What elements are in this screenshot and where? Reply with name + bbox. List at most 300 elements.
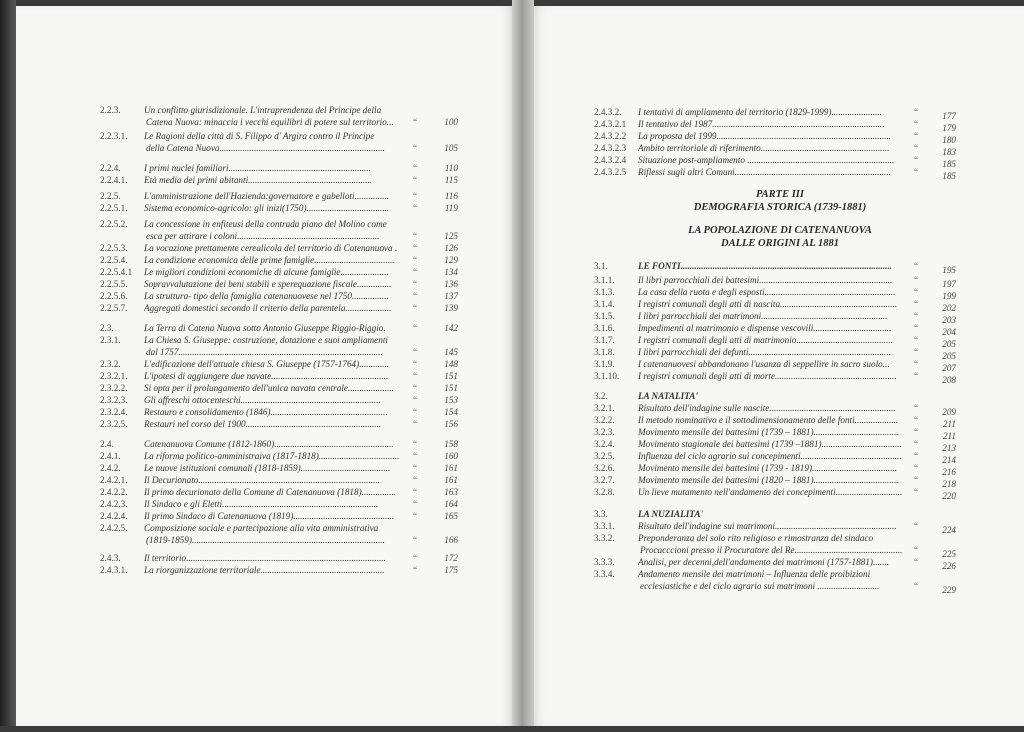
ditto-mark: “ (413, 143, 418, 153)
toc-page-number: 207 (942, 363, 956, 373)
ditto-mark: “ (413, 475, 418, 485)
toc-entry-number: 3.2.7. (594, 475, 615, 485)
toc-entry-number: 3.3.1. (594, 521, 615, 531)
toc-entry (16, 450, 516, 462)
toc-entry-number: 3.1.6. (594, 323, 615, 333)
toc-page-number: 100 (444, 117, 458, 127)
toc-page-number: 115 (444, 175, 458, 185)
toc-entry-title: Movimento mensile dei battesimi (1820 – 1881)..................................... (638, 475, 899, 485)
toc-entry (16, 190, 516, 202)
toc-page-number: 160 (444, 451, 458, 461)
toc-page-number: 136 (444, 279, 458, 289)
toc-page-number: 105 (444, 143, 458, 153)
ditto-mark: “ (914, 107, 919, 117)
toc-page-number: 163 (444, 487, 458, 497)
toc-entry (530, 334, 1024, 349)
toc-page-number: 156 (444, 419, 458, 429)
toc-entry-title: Sopravvalutazione dei beni stabili e sperequazione fiscale............... (144, 279, 392, 289)
toc-entry-number: 3.1.8. (594, 347, 615, 357)
ditto-mark: “ (914, 371, 919, 381)
ditto-mark: “ (914, 487, 919, 497)
toc-page-number: 145 (444, 347, 458, 357)
toc-entry-title: Andamento mensile dei matrimoni – Influenza delle proibizioni (638, 569, 871, 579)
toc-page-number: 154 (444, 407, 458, 417)
toc-entry-title: Riflessi sugli altri Comuni.................................................................... (638, 167, 891, 177)
toc-entry-number: 2.4.2. (100, 463, 121, 473)
toc-page-number: 153 (444, 395, 458, 405)
toc-entry-number: 2.4.3. (100, 553, 121, 563)
ditto-mark: “ (413, 323, 418, 333)
toc-entry (16, 510, 516, 522)
toc-entry-title: I libri parrocchiali dei matrimoni....................................................... (638, 311, 888, 321)
toc-entry-title: Movimento mensile dei battesimi (1739 - 1819)..................................... (638, 463, 897, 473)
toc-page-number: 209 (942, 407, 956, 417)
toc-page-number: 126 (444, 243, 458, 253)
toc-entry-title: Il Sindaco e gli Eletti.................................................................... (144, 499, 379, 509)
toc-entry-title: I tentativi di ampliamento del territorio (1829-1999)...................... (638, 107, 882, 117)
toc-entry-title: L'ipotesi di aggiungere due navate................................................... (144, 371, 389, 381)
toc-entry (530, 298, 1024, 313)
book-gutter (512, 0, 534, 732)
toc-entry-number: 3.3.4. (594, 569, 615, 579)
toc-entry-number: 3.3.3. (594, 557, 615, 567)
toc-entry-title: La concessione in enfiteusi della contrada piano del Molino come (144, 219, 387, 229)
toc-entry-number: 2.3.2.2. (100, 383, 128, 393)
toc-entry-title: I libri parrocchiali dei defunti.............................................................. (638, 347, 891, 357)
toc-entry (16, 130, 516, 154)
toc-page-number: 229 (942, 585, 956, 595)
toc-entry (16, 358, 516, 370)
toc-entry-title: LA NUZIALITA' (638, 509, 704, 519)
section-heading: LA POPOLAZIONE DI CATENANUOVA (688, 225, 872, 236)
toc-entry (16, 266, 516, 278)
ditto-mark: “ (413, 267, 418, 277)
ditto-mark: “ (413, 535, 418, 545)
toc-entry (530, 390, 1024, 402)
toc-entry (16, 522, 516, 546)
toc-entry (530, 462, 1024, 477)
toc-page-number: 211 (942, 431, 956, 441)
toc-entry-title: Composizione sociale e partecipazione alla vita amministrativa (144, 523, 379, 533)
toc-entry-title: Procacccioni presso il Procuratore del Re............................................... (640, 545, 903, 555)
toc-entry (530, 450, 1024, 465)
toc-entry (530, 370, 1024, 385)
toc-page-number: 185 (942, 159, 956, 169)
toc-entry-number: 3.2.3. (594, 427, 615, 437)
toc-entry-title: Influenza del ciclo agrario sui concepimenti............................................ (638, 451, 902, 461)
toc-entry-number: 2.3. (100, 323, 114, 333)
toc-page-number: 180 (942, 135, 956, 145)
toc-entry-number: 3.1.4. (594, 299, 615, 309)
toc-page-number: 220 (942, 491, 956, 501)
ditto-mark: “ (413, 243, 418, 253)
ditto-mark: “ (413, 407, 418, 417)
toc-page-number: 195 (942, 265, 956, 275)
toc-page-number: 161 (444, 463, 458, 473)
toc-entry-number: 2.4.3.2.1 (594, 119, 627, 129)
toc-entry-title: Analisi, per decenni,dell'andamento dei matrimoni (1757-1881)....... (638, 557, 890, 567)
ditto-mark: “ (413, 203, 418, 213)
left-page (16, 6, 516, 726)
ditto-mark: “ (914, 581, 919, 591)
ditto-mark: “ (914, 439, 919, 449)
toc-entry-number: 3.1.7. (594, 335, 615, 345)
ditto-mark: “ (914, 167, 919, 177)
toc-entry (530, 556, 1024, 571)
toc-entry (16, 290, 516, 302)
ditto-mark: “ (914, 335, 919, 345)
toc-entry-number: 2.3.2.1. (100, 371, 128, 381)
toc-entry (16, 462, 516, 474)
toc-entry-number: 3.2.2. (594, 415, 615, 425)
toc-entry (16, 486, 516, 498)
toc-entry-title: L'amministrazione dell'Hazienda:governatore e gabelloti............... (144, 191, 389, 201)
ditto-mark: “ (914, 557, 919, 567)
toc-entry-number: 2.2.5.3. (100, 243, 128, 253)
toc-entry-number: 3.1. (594, 261, 608, 271)
toc-entry-title: I registri comunali degli atti di matrimonio.......................................... (638, 335, 893, 345)
toc-entry-number: 2.4.3.2.2 (594, 131, 627, 141)
toc-entry-title: I catenanuovesi abbandonano l'usanza di seppellire in sacro suolo... (638, 359, 890, 369)
toc-entry (16, 302, 516, 314)
toc-entry (16, 406, 516, 418)
ditto-mark: “ (413, 347, 418, 357)
toc-entry (530, 474, 1024, 489)
ditto-mark: “ (413, 191, 418, 201)
toc-entry (530, 154, 1024, 169)
toc-entry-number: 3.1.10. (594, 371, 620, 381)
toc-entry-number: 2.2.5.4.1 (100, 267, 133, 277)
ditto-mark: “ (914, 427, 919, 437)
toc-entry-number: 3.2.4. (594, 439, 615, 449)
ditto-mark: “ (413, 439, 418, 449)
ditto-mark: “ (413, 371, 418, 381)
toc-page-number: 116 (444, 191, 458, 201)
toc-entry (16, 278, 516, 290)
toc-entry-title: Aggregati domestici secondo il criterio della parentela.................... (144, 303, 392, 313)
toc-entry-title: Il tentativo del 1987........................................................................... (638, 119, 885, 129)
toc-entry-title: Ambito territoriale di riferimento........................................................ (638, 143, 890, 153)
toc-entry-number: 2.4.2.5. (100, 523, 128, 533)
toc-entry-title: La condizione economica delle prime famiglie................................... (144, 255, 395, 265)
toc-entry (530, 118, 1024, 133)
toc-entry (530, 130, 1024, 145)
toc-entry (16, 438, 516, 450)
bottom-edge (0, 726, 1024, 732)
toc-entry-title: (1819-1859).................................................................................... (146, 535, 385, 545)
ditto-mark: “ (413, 419, 418, 429)
toc-page-number: 166 (444, 535, 458, 545)
toc-entry-number: 2.4. (100, 439, 114, 449)
ditto-mark: “ (413, 553, 418, 563)
toc-entry-title: Le nuove istituzioni comunali (1818-1859)....................................... (144, 463, 391, 473)
toc-entry (530, 260, 1024, 275)
toc-page-number: 129 (444, 255, 458, 265)
toc-entry-title: Il primo decurionato della Comune di Catenanuova (1818)............... (144, 487, 397, 497)
toc-entry (16, 218, 516, 242)
toc-entry-title: I registri comunali degli atti di morte..................................................... (638, 371, 897, 381)
toc-page-number: 175 (444, 565, 458, 575)
toc-page-number: 177 (942, 111, 956, 121)
toc-entry-title: Restauri nel corso del 1900........................................................... (144, 419, 382, 429)
toc-entry-number: 2.4.3.2. (594, 107, 622, 117)
toc-page-number: 224 (942, 525, 956, 535)
toc-page-number: 205 (942, 339, 956, 349)
toc-page-number: 203 (942, 315, 956, 325)
toc-entry-number: 3.1.9. (594, 359, 615, 369)
ditto-mark: “ (914, 403, 919, 413)
toc-entry-number: 2.3.2. (100, 359, 121, 369)
toc-entry-title: Movimento mensile dei battesimi (1739 – 1881)..................................... (638, 427, 899, 437)
ditto-mark: “ (914, 261, 919, 271)
toc-entry-number: 2.3.2.3. (100, 395, 128, 405)
toc-entry (16, 564, 516, 576)
toc-entry-title: LE FONTI............................................................................................ (638, 261, 892, 271)
toc-page-number: 151 (444, 371, 458, 381)
toc-entry (530, 438, 1024, 453)
toc-entry-number: 3.2.8. (594, 487, 615, 497)
toc-entry (16, 370, 516, 382)
ditto-mark: “ (914, 521, 919, 531)
toc-entry-number: 3.3.2. (594, 533, 615, 543)
toc-page-number: 148 (444, 359, 458, 369)
toc-entry-title: Le Ragioni della città di S. Filippo d' Argira contro il Principe (144, 131, 375, 141)
ditto-mark: “ (914, 415, 919, 425)
toc-entry-title: Preponderanza del solo rito religioso e rimostranza del sindaco (638, 533, 874, 543)
ditto-mark: “ (914, 545, 919, 555)
toc-entry-number: 2.3.2.4. (100, 407, 128, 417)
toc-entry-title: La proposta del 1999............................................................................ (638, 131, 892, 141)
toc-entry-number: 2.2.5.6. (100, 291, 128, 301)
toc-entry (16, 552, 516, 564)
ditto-mark: “ (914, 451, 919, 461)
toc-entry-title: Il territorio....................................................................................... (144, 553, 386, 563)
toc-entry-number: 2.3.2.5. (100, 419, 128, 429)
toc-entry-title: La riforma politico-amministraiva (1817-1818)................................... (144, 451, 400, 461)
toc-entry-title: Un conflitto giurisdizionale. L'intraprendenza del Principe della (144, 105, 382, 115)
toc-entry-number: 2.2.5.4. (100, 255, 128, 265)
toc-entry-title: Restauro e consolidamento (1846)................................................... (144, 407, 388, 417)
toc-entry-title: La casa della ruota e degli esposti......................................................... (638, 287, 896, 297)
toc-entry-title: I primi nuclei familiari.............................................................. (144, 163, 371, 173)
ditto-mark: “ (914, 275, 919, 285)
toc-entry-title: Il metodo nominativo e il sottodimensionamento delle fonti................... (638, 415, 899, 425)
toc-entry-number: 3.1.3. (594, 287, 615, 297)
toc-entry-title: Gli affreschi ottocenteschi............................................................. (144, 395, 381, 405)
ditto-mark: “ (413, 565, 418, 575)
ditto-mark: “ (413, 291, 418, 301)
toc-page-number: 119 (444, 203, 458, 213)
toc-page-number: 183 (942, 147, 956, 157)
toc-entry (16, 394, 516, 406)
toc-entry-number: 2.4.3.2.4 (594, 155, 627, 165)
toc-entry-title: Si opta per il prolungamento dell'unica navata centrale.................... (144, 383, 394, 393)
toc-page-number: 165 (444, 511, 458, 521)
toc-page-number: 199 (942, 291, 956, 301)
toc-entry-number: 2.4.2.1. (100, 475, 128, 485)
toc-entry-number: 2.4.1. (100, 451, 121, 461)
toc-page-number: 208 (942, 375, 956, 385)
toc-page-number: 172 (444, 553, 458, 563)
toc-entry-number: 2.2.5.5. (100, 279, 128, 289)
toc-entry-title: Il Decurionato............................................................................... (144, 475, 380, 485)
toc-page-number: 110 (444, 163, 458, 173)
toc-entry-number: 2.2.4.1. (100, 175, 128, 185)
toc-entry (530, 274, 1024, 289)
ditto-mark: “ (413, 511, 418, 521)
toc-page-number: 202 (942, 303, 956, 313)
toc-entry-title: Il libri parrocchiali dei battesimi.......................................................... (638, 275, 893, 285)
toc-entry-number: 2.2.4. (100, 163, 121, 173)
toc-page-number: 226 (942, 561, 956, 571)
toc-entry-number: 2.4.2.2. (100, 487, 128, 497)
toc-page-number: 164 (444, 499, 458, 509)
toc-entry-title: Movimento stagionale dei battesimi (1739 –1881)................................... (638, 439, 902, 449)
ditto-mark: “ (914, 323, 919, 333)
toc-entry (530, 166, 1024, 181)
toc-entry-title: esca per attirare i coloni.............................................................. (146, 231, 380, 241)
ditto-mark: “ (413, 487, 418, 497)
toc-entry-title: della Catena Nuova........................................................................ (146, 143, 385, 153)
toc-entry (530, 402, 1024, 417)
toc-entry-number: 2.2.5.7. (100, 303, 128, 313)
ditto-mark: “ (413, 231, 418, 241)
toc-page-number: 213 (942, 443, 956, 453)
toc-entry (530, 520, 1024, 535)
toc-entry-title: Catena Nuova: minaccia i vecchi equilibri di potere sul territorio... (146, 117, 394, 127)
toc-page-number: 185 (942, 171, 956, 181)
toc-entry-title: La riorganizzazione territoriale...................................................... (144, 565, 385, 575)
ditto-mark: “ (914, 311, 919, 321)
toc-entry-number: 2.4.2.4. (100, 511, 128, 521)
toc-entry (530, 142, 1024, 157)
part-heading: PARTE III (756, 189, 804, 200)
toc-entry-title: Catenanuova Comune (1812-1860).................................................... (144, 439, 394, 449)
toc-entry (530, 508, 1024, 520)
toc-page-number: 211 (942, 419, 956, 429)
ditto-mark: “ (914, 287, 919, 297)
toc-page-number: 214 (942, 455, 956, 465)
toc-page-number: 204 (942, 327, 956, 337)
toc-entry (530, 346, 1024, 361)
toc-entry (530, 568, 1024, 595)
ditto-mark: “ (413, 499, 418, 509)
toc-entry-title: La Chiesa S. Giuseppe: costruzione, dotazione e suoi ampliamenti (144, 335, 388, 345)
toc-entry-number: 2.2.5. (100, 191, 121, 201)
ditto-mark: “ (914, 475, 919, 485)
toc-page-number: 225 (942, 549, 956, 559)
toc-entry-title: La Terra di Catena Nuova sotto Antonio Giuseppe Riggio-Riggio. (144, 323, 386, 333)
toc-page-number: 158 (444, 439, 458, 449)
toc-page-number: 134 (444, 267, 458, 277)
right-page (530, 6, 1024, 726)
ditto-mark: “ (413, 395, 418, 405)
toc-page-number: 137 (444, 291, 458, 301)
ditto-mark: “ (914, 463, 919, 473)
toc-entry-title: Il primo Sindaco di Catenanuova (1819)............................................ (144, 511, 395, 521)
toc-entry-title: Risultato dell'indagine sui matrimoni..................................................... (638, 521, 897, 531)
toc-entry (16, 498, 516, 510)
toc-entry (16, 162, 516, 174)
toc-page-number: 205 (942, 351, 956, 361)
toc-page-number: 179 (942, 123, 956, 133)
toc-entry (16, 474, 516, 486)
ditto-mark: “ (413, 255, 418, 265)
toc-entry-title: Le migliori condizioni economiche di alcune famiglie..................... (144, 267, 389, 277)
toc-entry (16, 104, 516, 128)
ditto-mark: “ (914, 359, 919, 369)
toc-entry (530, 106, 1024, 121)
toc-page-number: 161 (444, 475, 458, 485)
ditto-mark: “ (413, 383, 418, 393)
toc-entry-title: Impedimenti al matrimonio e dispense vescovili.................................. (638, 323, 892, 333)
toc-entry-number: 2.2.3. (100, 105, 121, 115)
ditto-mark: “ (914, 347, 919, 357)
ditto-mark: “ (413, 117, 418, 127)
toc-entry-title: Un lieve mutamento nell'andamento dei concepimenti............................. (638, 487, 903, 497)
toc-entry-number: 2.4.2.3. (100, 499, 128, 509)
ditto-mark: “ (413, 463, 418, 473)
toc-entry (16, 382, 516, 394)
toc-entry-number: 2.2.5.1. (100, 203, 128, 213)
toc-page-number: 218 (942, 479, 956, 489)
toc-entry (530, 426, 1024, 441)
ditto-mark: “ (413, 279, 418, 289)
toc-page-number: 197 (942, 279, 956, 289)
toc-entry-title: L'edificazione dell'attuale chiesa S. Giuseppe (1757-1764)............. (144, 359, 390, 369)
toc-entry-number: 2.4.3.2.5 (594, 167, 627, 177)
toc-entry (530, 486, 1024, 501)
section-heading: DALLE ORIGINI AL 1881 (721, 238, 839, 249)
toc-entry-title: Sistema economico-agricolo: gli inizi(1750).................................... (144, 203, 390, 213)
toc-entry (530, 358, 1024, 373)
toc-entry-title: dal 1757......................................................................................... (146, 347, 383, 357)
toc-entry-number: 2.4.3.1. (100, 565, 128, 575)
toc-entry-number: 2.2.5.2. (100, 219, 128, 229)
toc-entry-title: Risultato dell'indagine sulle nascite....................................................... (638, 403, 896, 413)
toc-entry-title: Situazione post-ampliamento ................................................................ (638, 155, 895, 165)
toc-page-number: 151 (444, 383, 458, 393)
toc-entry (530, 286, 1024, 301)
toc-page-number: 125 (444, 231, 458, 241)
toc-entry (16, 242, 516, 254)
ditto-mark: “ (914, 131, 919, 141)
ditto-mark: “ (413, 163, 418, 173)
toc-entry-title: La struttura- tipo della famiglia catenanuovese nel 1750................ (144, 291, 389, 301)
ditto-mark: “ (413, 451, 418, 461)
toc-entry (16, 322, 516, 334)
ditto-mark: “ (914, 119, 919, 129)
ditto-mark: “ (914, 155, 919, 165)
toc-entry-title: La vocazione prettamente cerealicola del territorio di Catenanuova . (144, 243, 398, 253)
toc-entry (16, 174, 516, 186)
toc-page-number: 216 (942, 467, 956, 477)
toc-entry (16, 418, 516, 430)
toc-page-number: 139 (444, 303, 458, 313)
toc-entry-number: 3.2.5. (594, 451, 615, 461)
toc-entry (530, 322, 1024, 337)
ditto-mark: “ (413, 303, 418, 313)
toc-entry-title: LA NATALITA' (638, 391, 698, 401)
ditto-mark: “ (413, 359, 418, 369)
toc-entry-number: 2.4.3.2.3 (594, 143, 627, 153)
toc-page-number: 142 (444, 323, 458, 333)
ditto-mark: “ (914, 143, 919, 153)
toc-entry-title: ecclesiastiche e del ciclo agrario sui matrimoni ........................... (640, 581, 880, 591)
toc-entry (16, 334, 516, 358)
toc-entry (530, 310, 1024, 325)
toc-entry-number: 2.2.3.1. (100, 131, 128, 141)
